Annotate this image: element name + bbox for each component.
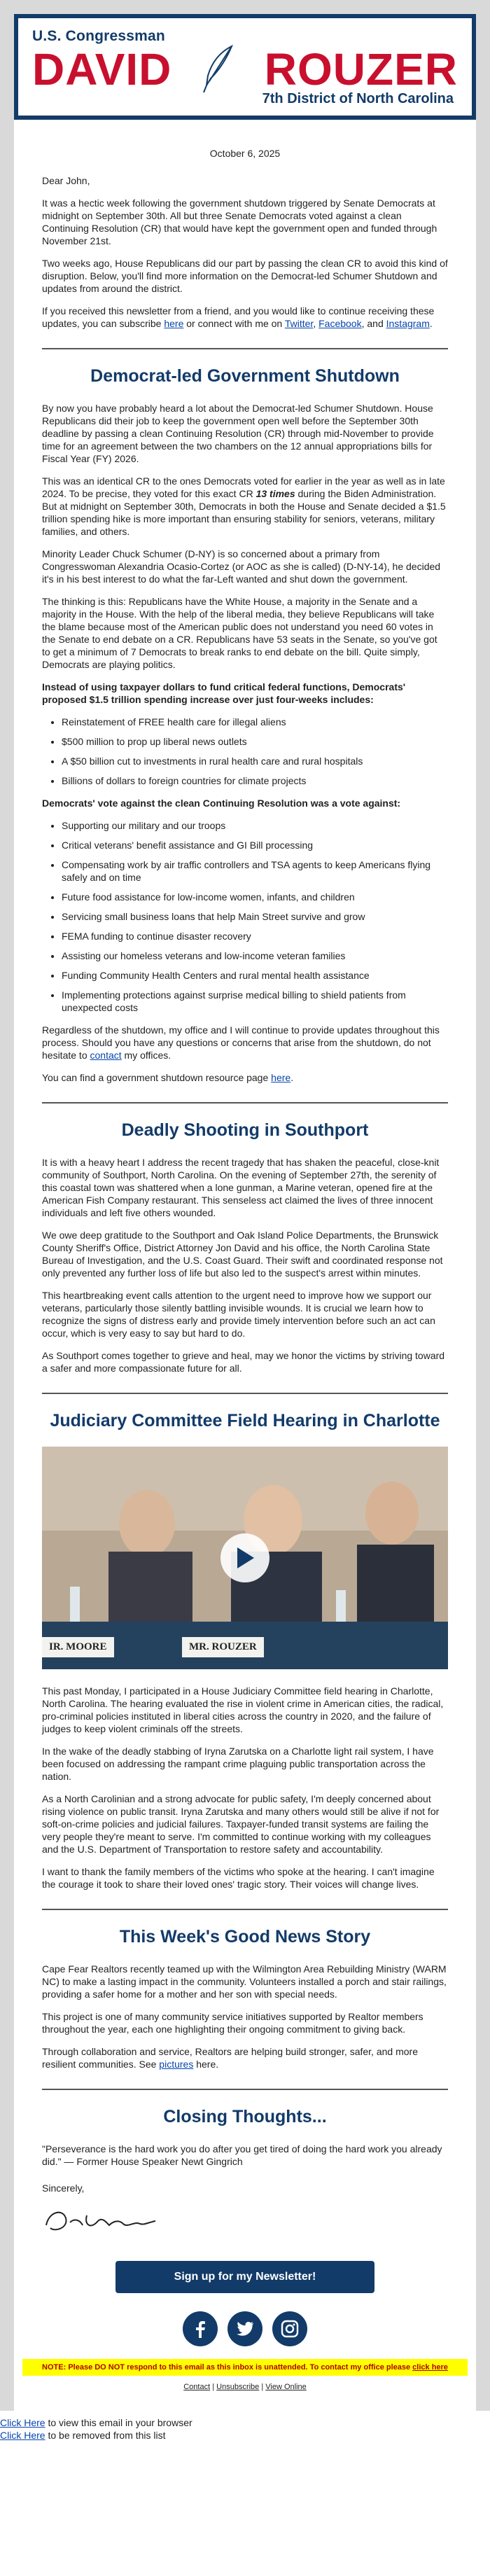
pictures-link[interactable]: pictures bbox=[159, 2059, 194, 2070]
forward-comma: , bbox=[313, 318, 319, 329]
signoff: Sincerely, bbox=[42, 2182, 85, 2194]
shutdown-paragraph-3: Minority Leader Chuck Schumer (D-NY) is so concerned about a primary from Congresswoman Alexandria Ocasio-Cortez (or AOC as she is called) (D-NY-14), he decided it's in his best interest to do what the far-Left wanted and shut down the government. bbox=[42, 548, 441, 585]
masthead-first-name: DAVID bbox=[32, 44, 172, 95]
judiciary-paragraph-1: This past Monday, I participated in a House Judiciary Committee field hearing in Charlotte, North Carolina. The hearing evaluated the rise in violent crime in American cities, the radical, pro-criminal policies instituted in liberal cities across the country in 2020, and the failure of judges to keep violent criminals off the streets. bbox=[42, 1685, 444, 1734]
facebook-icon[interactable] bbox=[183, 2311, 218, 2346]
shutdown-p2-text: This was an identical CR to the ones Democrats voted for earlier in the year as well as in late 2024. To be precise, they voted for this exact CR bbox=[42, 475, 445, 499]
nameplate-rouzer: MR. ROUZER bbox=[182, 1637, 264, 1657]
goodnews-p3-text-end: here. bbox=[193, 2059, 219, 2070]
closing-title: Closing Thoughts... bbox=[163, 2107, 327, 2126]
signature-image bbox=[42, 2204, 161, 2238]
footer-unsubscribe-link[interactable]: Unsubscribe bbox=[216, 2383, 260, 2391]
shutdown-paragraph-1: By now you have probably heard a lot about the Democrat-led Schumer Shutdown. House Republicans did their job to keep the government open well before the September 30th deadline by passing a clean Continuing Resolution (CR) through mid-November to provide time for an agreement between the two chambers on the 12 annual appropriations bills for Fiscal Year (FY) 2026. bbox=[42, 403, 434, 464]
newsletter-signup-button[interactable]: Sign up for my Newsletter! bbox=[115, 2261, 374, 2293]
list2-heading: Democrats' vote against the clean Continuing Resolution was a vote against: bbox=[42, 798, 401, 809]
list-item: • Supporting our military and our troops bbox=[62, 819, 448, 832]
forward-and: , and bbox=[361, 318, 386, 329]
social-links bbox=[42, 2311, 448, 2346]
shutdown-resource-link[interactable]: here bbox=[271, 1072, 291, 1083]
contact-link[interactable]: contact bbox=[90, 1050, 122, 1061]
footer-contact-link[interactable]: Contact bbox=[183, 2383, 211, 2391]
forward-text-mid: or connect with me on bbox=[183, 318, 285, 329]
goodnews-paragraph-2: This project is one of many community service initiatives supported by Realtor members throughout the year, each one highlighting their ongoing commitment to giving back. bbox=[42, 2011, 424, 2035]
footer-view-online-link[interactable]: View Online bbox=[265, 2383, 307, 2391]
email-bottom-links bbox=[0, 2411, 490, 2442]
list-item: • FEMA funding to continue disaster recovery bbox=[62, 930, 448, 942]
shutdown-p5-text: Regardless of the shutdown, my office and I will continue to provide updates throughout this process. Should you have any questions or concerns that arise from the shutdown, do not hesitate to bbox=[42, 1024, 440, 1061]
footer-separator: | bbox=[259, 2383, 266, 2391]
section-divider bbox=[42, 1393, 448, 1394]
congress-label: U.S. Congressman bbox=[32, 28, 165, 44]
instagram-link[interactable]: Instagram bbox=[386, 318, 430, 329]
goodnews-paragraph-3 bbox=[42, 2045, 448, 2070]
twitter-link[interactable]: Twitter bbox=[284, 318, 314, 329]
section-divider bbox=[42, 1102, 448, 1103]
remove-from-list-link[interactable]: Click Here bbox=[0, 2430, 46, 2441]
southport-paragraph-4: As Southport comes together to grieve and heal, may we honor the victims by striving toward a safer and more compassionate future for all. bbox=[42, 1350, 445, 1374]
view-in-browser-text: to view this email in your browser bbox=[45, 2417, 192, 2428]
remove-from-list-line bbox=[0, 2429, 490, 2442]
spending-list bbox=[42, 716, 448, 787]
masthead-name bbox=[32, 45, 458, 94]
forward-text: If you received this newsletter from a friend, and you would like to continue receiving these updates, you can subscribe bbox=[42, 305, 435, 329]
section-divider bbox=[42, 1909, 448, 1910]
list-item: • Assisting our homeless veterans and low-income veteran families bbox=[62, 949, 448, 962]
shutdown-p6-period: . bbox=[290, 1072, 294, 1083]
masthead bbox=[14, 14, 476, 120]
southport-title: Deadly Shooting in Southport bbox=[121, 1120, 369, 1140]
shutdown-13-times: 13 times bbox=[255, 488, 295, 499]
forward-period: . bbox=[429, 318, 433, 329]
shutdown-p6-text: You can find a government shutdown resource page bbox=[42, 1072, 272, 1083]
footer-links bbox=[14, 2383, 476, 2391]
twitter-icon[interactable] bbox=[227, 2311, 262, 2346]
hearing-video[interactable] bbox=[42, 1447, 448, 1669]
shutdown-title: Democrat-led Government Shutdown bbox=[90, 366, 400, 386]
shutdown-paragraph-2 bbox=[42, 475, 448, 538]
forward-paragraph bbox=[42, 305, 448, 330]
footer-separator: | bbox=[210, 2383, 217, 2391]
shutdown-p5-text-end: my offices. bbox=[121, 1050, 172, 1061]
newsletter-date: October 6, 2025 bbox=[209, 148, 281, 159]
goodnews-p3-text: Through collaboration and service, Realtors are helping build stronger, safer, and more resilient communities. See bbox=[42, 2046, 418, 2070]
quill-icon bbox=[201, 45, 236, 94]
view-in-browser-line bbox=[0, 2416, 490, 2429]
judiciary-title: Judiciary Committee Field Hearing in Charlotte bbox=[50, 1411, 440, 1430]
district-label: 7th District of North Carolina bbox=[262, 91, 454, 106]
section-divider bbox=[42, 2089, 448, 2090]
list-item: • Billions of dollars to foreign countries for climate projects bbox=[62, 774, 448, 787]
newsletter-card bbox=[14, 14, 476, 2411]
instagram-icon[interactable] bbox=[272, 2311, 307, 2346]
play-icon[interactable] bbox=[220, 1533, 270, 1582]
judiciary-paragraph-4: I want to thank the family members of the victims who spoke at the hearing. I can't imagine the courage it took to share their loved ones' tragic story. Their voices will change lives. bbox=[42, 1866, 435, 1890]
goodnews-paragraph-1: Cape Fear Realtors recently teamed up with the Wilmington Area Rebuilding Ministry (WARM NC) to make a lasting impact in the community. Volunteers installed a porch and stair railings, providing a safer home for a mother and her son with special needs. bbox=[42, 1963, 447, 2000]
shutdown-paragraph-6 bbox=[42, 1071, 448, 1084]
subscribe-link[interactable]: here bbox=[164, 318, 184, 329]
note-text: NOTE: Please DO NOT respond to this email as this inbox is unattended. To contact my office please bbox=[42, 2363, 413, 2372]
shutdown-p2-text-end: during the Biden Administration. But at midnight on September 30th, Democrats in both the House and Senate decided a $1.5 trillion spending hike is more important than ensuring stability for seniors, veterans, military families, and others. bbox=[42, 488, 446, 537]
greeting: Dear John, bbox=[42, 175, 90, 186]
southport-paragraph-1: It is with a heavy heart I address the recent tragedy that has shaken the peaceful, close-knit community of Southport, North Carolina. On the evening of September 27th, the serenity of this coastal town was shattered when a lone gunman, a Marine veteran, opened fire at the American Fish Company restaurant. This senseless act claimed the lives of three innocent individuals and left five others wounded. bbox=[42, 1157, 440, 1218]
note-click-here-link[interactable]: click here bbox=[412, 2363, 448, 2372]
list-item: • Funding Community Health Centers and rural mental health assistance bbox=[62, 969, 448, 982]
newsletter-body bbox=[14, 148, 476, 2346]
list-item: • $500 million to prop up liberal news outlets bbox=[62, 735, 448, 748]
closing-quote: "Perseverance is the hard work you do after you get tired of doing the hard work you already did." — Former House Speaker Newt Gingrich bbox=[42, 2143, 442, 2167]
nameplate-moore: IR. MOORE bbox=[42, 1637, 114, 1657]
list1-heading: Instead of using taxpayer dollars to fund critical federal functions, Democrats' proposed $1.5 trillion spending increase over just four-weeks includes: bbox=[42, 681, 406, 705]
shutdown-paragraph-5 bbox=[42, 1024, 448, 1061]
section-divider bbox=[42, 348, 448, 349]
list-item: • Critical veterans' benefit assistance and GI Bill processing bbox=[62, 839, 448, 851]
list-item: • Servicing small business loans that help Main Street survive and grow bbox=[62, 910, 448, 923]
view-in-browser-link[interactable]: Click Here bbox=[0, 2417, 46, 2428]
list-item: • A $50 billion cut to investments in rural health care and rural hospitals bbox=[62, 755, 448, 767]
southport-paragraph-3: This heartbreaking event calls attention to the urgent need to improve how we support our veterans, particularly those silently battling invisible wounds. It is crucial we learn how to recognize the signs of distress early and provide timely intervention before such an act can occur, which is very easy to say but hard to do. bbox=[42, 1290, 435, 1339]
list-item: • Reinstatement of FREE health care for illegal aliens bbox=[62, 716, 448, 728]
southport-paragraph-2: We owe deep gratitude to the Southport and Oak Island Police Departments, the Brunswick County Sheriff's Office, District Attorney Jon David and his office, the North Carolina State Bureau of Investigation, and the U.S. Coast Guard. Their swift and coordinated response not only prevented any further loss of life but also led to the suspect's arrest within minutes. bbox=[42, 1230, 443, 1279]
intro-paragraph-2: Two weeks ago, House Republicans did our part by passing the clean CR to avoid this kind of disruption. Below, you'll find more information on the Democrat-led Schumer Shutdown and updates from around the district. bbox=[42, 258, 448, 294]
goodnews-title: This Week's Good News Story bbox=[119, 1927, 371, 1947]
judiciary-paragraph-2: In the wake of the deadly stabbing of Iryna Zarutska on a Charlotte light rail system, I have been focused on addressing the rampant crime plaguing public transportation across the nation. bbox=[42, 1746, 434, 1782]
list-item: • Future food assistance for low-income women, infants, and children bbox=[62, 891, 448, 903]
list-item: • Implementing protections against surprise medical billing to shield patients from unexpected costs bbox=[62, 989, 448, 1014]
intro-paragraph-1: It was a hectic week following the government shutdown triggered by Senate Democrats at midnight on September 30th. All but three Senate Democrats voted against a clean Continuing Resolution (CR) that would have kept the government open and funded through November 21st. bbox=[42, 197, 438, 246]
masthead-last-name: ROUZER bbox=[264, 44, 458, 95]
remove-from-list-text: to be removed from this list bbox=[45, 2430, 166, 2441]
facebook-link[interactable]: Facebook bbox=[318, 318, 362, 329]
shutdown-paragraph-4: The thinking is this: Republicans have the White House, a majority in the Senate and a majority in the House. With the help of the liberal media, they believe Republicans will take the blame because most of the American public does not understand you need 60 votes in the Senate to end debate on a CR. Republicans have 53 seats in the Senate, so you've got to get a minimum of 7 Democrats to break ranks to end debate on the bill. Quite simply, Democrats are playing politics. bbox=[42, 596, 438, 670]
do-not-reply-note bbox=[22, 2359, 468, 2376]
judiciary-paragraph-3: As a North Carolinian and a strong advocate for public safety, I'm deeply concerned about rising violence on public transit. Iryna Zarutska and many others would still be alive if not for soft-on-crime policies and judicial failures. Taxpayer-funded transit systems are failing the very people they're meant to serve. I'm committed to continue working with my colleagues and the U.S. Department of Transportation to restore safety and accountability. bbox=[42, 1793, 440, 1855]
vote-against-list bbox=[42, 819, 448, 1014]
list-item: • Compensating work by air traffic controllers and TSA agents to keep Americans flying safely and on time bbox=[62, 858, 448, 884]
